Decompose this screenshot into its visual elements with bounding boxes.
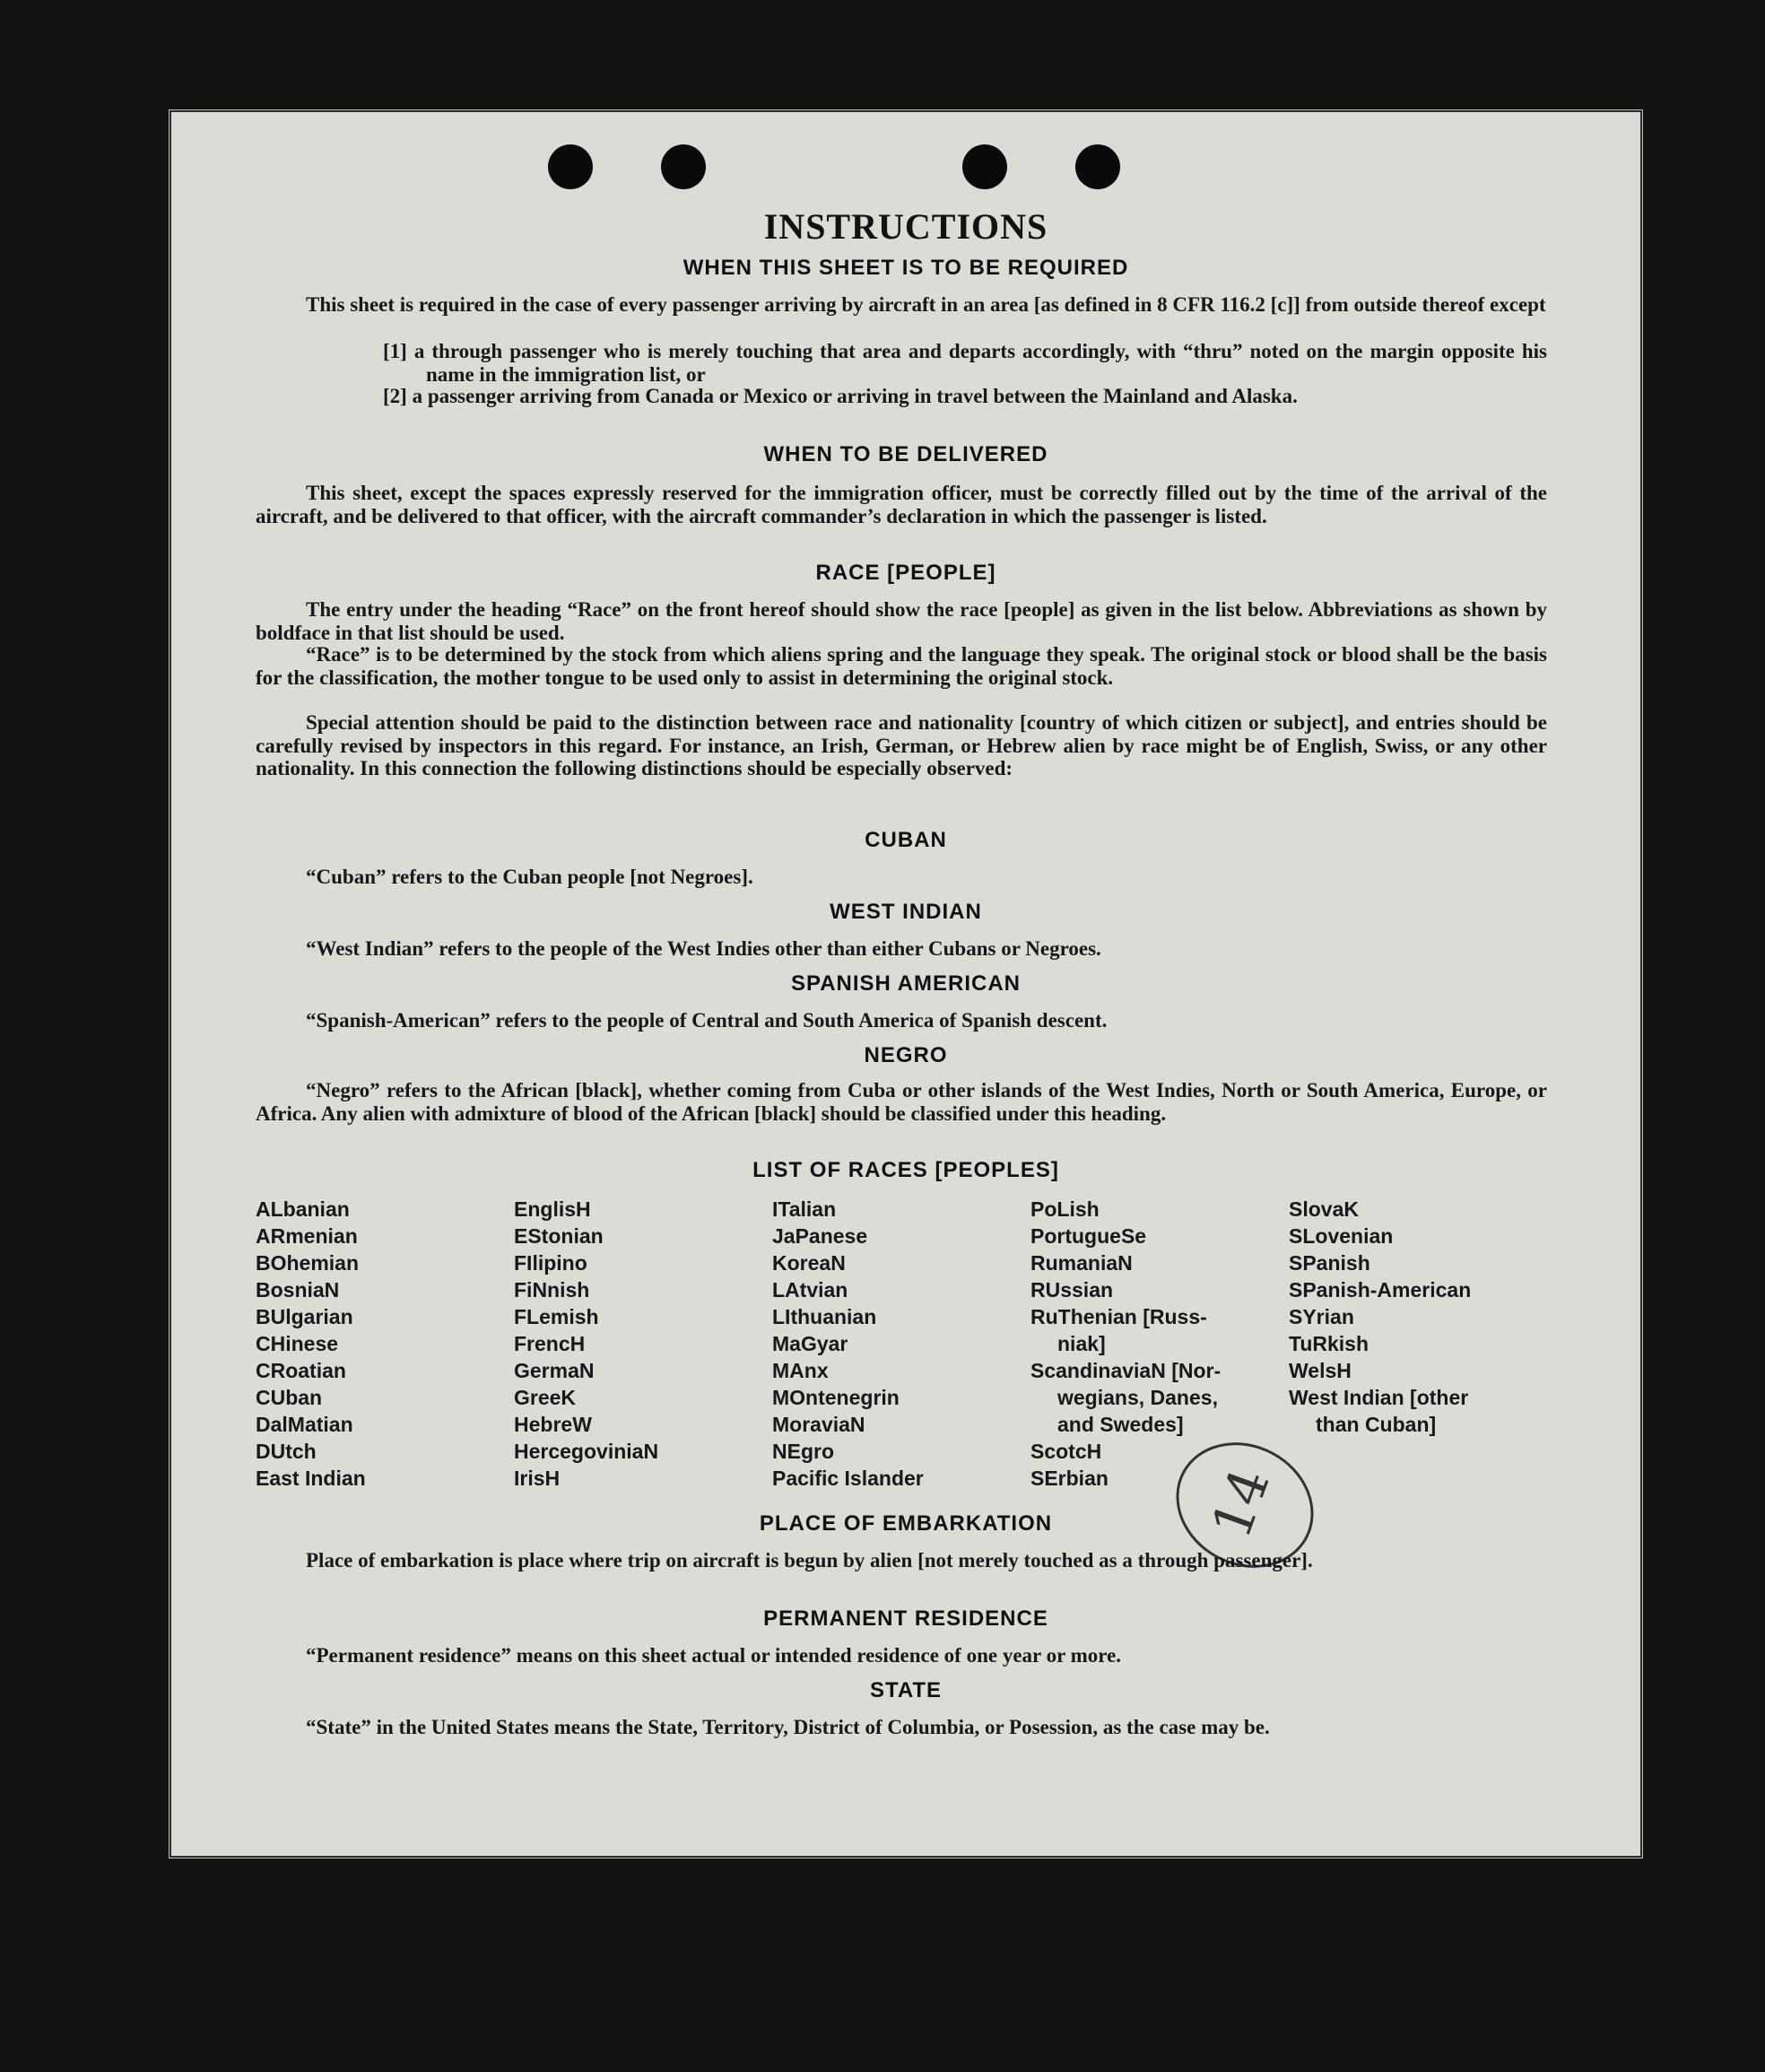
race-item: MOntenegrin bbox=[772, 1386, 900, 1409]
race-item: BosniaN bbox=[256, 1278, 340, 1302]
race-item: SPanish bbox=[1289, 1251, 1370, 1275]
west-indian-text: “West Indian” refers to the people of the West Indies other than either Cubans or Negroes. bbox=[306, 937, 1101, 960]
race-column-1 bbox=[256, 1196, 514, 1490]
race-item: ALbanian bbox=[256, 1197, 350, 1221]
handwritten-number: 14 bbox=[1200, 1460, 1282, 1546]
race-paragraph-3: Special attention should be paid to the distinction between race and nationality [country of which citizen or subject], and entries should be carefully revised by inspectors in this regard. For instance, an Irish, German, or Hebrew alien by race might be of English, Swiss, or any other nationality. In this connection the following distinctions should be especially observed: bbox=[256, 711, 1547, 779]
state-text: “State” in the United States means the State, Territory, District of Columbia, or Posession, as the case may be. bbox=[306, 1716, 1270, 1738]
race-item: NEgro bbox=[772, 1440, 834, 1463]
punch-hole bbox=[548, 144, 593, 189]
race-list bbox=[256, 1196, 1556, 1490]
race-item: Pacific Islander bbox=[772, 1467, 924, 1490]
race-item: SPanish-American bbox=[1289, 1278, 1472, 1302]
heading-when-required: WHEN THIS SHEET IS TO BE REQUIRED bbox=[683, 256, 1129, 280]
permanent-residence-text: “Permanent residence” means on this sheet actual or intended residence of one year or more. bbox=[306, 1644, 1122, 1667]
race-item-continuation: wegians, Danes, bbox=[1057, 1386, 1218, 1409]
heading-west-indian: WEST INDIAN bbox=[830, 900, 982, 924]
spanish-american-text: “Spanish-American” refers to the people of Central and South America of Spanish descent. bbox=[306, 1009, 1108, 1032]
race-paragraph-2: “Race” is to be determined by the stock from which aliens spring and the language they speak. The original stock or blood shall be the basis for the classification, the mother tongue to be used only to assist in determining the original stock. bbox=[256, 643, 1547, 689]
race-item: HebreW bbox=[514, 1413, 592, 1436]
race-item: LIthuanian bbox=[772, 1305, 877, 1328]
race-item: CUban bbox=[256, 1386, 323, 1409]
race-item: JaPanese bbox=[772, 1224, 868, 1248]
race-item: ScandinaviaN [Nor- bbox=[1030, 1359, 1222, 1382]
race-item-continuation: niak] bbox=[1057, 1332, 1106, 1355]
heading-list-of-races: LIST OF RACES [PEOPLES] bbox=[752, 1158, 1059, 1182]
race-item: CRoatian bbox=[256, 1359, 346, 1382]
race-column-3 bbox=[772, 1196, 1030, 1490]
heading-race: RACE [PEOPLE] bbox=[815, 561, 996, 585]
race-item: BUlgarian bbox=[256, 1305, 353, 1328]
race-item: East Indian bbox=[256, 1467, 366, 1490]
race-item: DUtch bbox=[256, 1440, 317, 1463]
race-item: LAtvian bbox=[772, 1278, 848, 1302]
race-item: EStonian bbox=[514, 1224, 604, 1248]
heading-when-delivered: WHEN TO BE DELIVERED bbox=[763, 442, 1048, 466]
when-delivered-text: This sheet, except the spaces expressly reserved for the immigration officer, must be correctly filled out by the time of the arrival of the aircraft, and be delivered to that officer, with the aircraft commander’s declaration in which the passenger is listed. bbox=[256, 482, 1547, 527]
race-item: GermaN bbox=[514, 1359, 595, 1382]
race-item: FIlipino bbox=[514, 1251, 587, 1275]
embarkation-text: Place of embarkation is place where trip on aircraft is begun by alien [not merely touched as a through passenger]. bbox=[306, 1549, 1313, 1571]
race-item: SYrian bbox=[1289, 1305, 1354, 1328]
race-item: SErbian bbox=[1030, 1467, 1109, 1490]
race-item: ScotcH bbox=[1030, 1440, 1102, 1463]
race-item-continuation: and Swedes] bbox=[1057, 1413, 1184, 1436]
race-column-4 bbox=[1030, 1196, 1289, 1490]
race-column-2 bbox=[514, 1196, 772, 1490]
race-item: RumaniaN bbox=[1030, 1251, 1133, 1275]
race-item: FiNnish bbox=[514, 1278, 590, 1302]
race-item: DalMatian bbox=[256, 1413, 353, 1436]
race-item: TuRkish bbox=[1289, 1332, 1369, 1355]
race-item: IrisH bbox=[514, 1467, 561, 1490]
heading-permanent-residence: PERMANENT RESIDENCE bbox=[763, 1606, 1048, 1631]
race-item: RuThenian [Russ- bbox=[1030, 1305, 1207, 1328]
race-item: EnglisH bbox=[514, 1197, 591, 1221]
race-item: MoraviaN bbox=[772, 1413, 865, 1436]
negro-text: “Negro” refers to the African [black], whether coming from Cuba or other islands of the West Indies, North or South America, Europe, or Africa. Any alien with admixture of blood of the African [black] should be classified under this heading. bbox=[256, 1079, 1547, 1125]
heading-state: STATE bbox=[869, 1678, 943, 1702]
race-paragraph-1: The entry under the heading “Race” on the front hereof should show the race [people] as given in the list below. Abbreviations as shown by boldface in that list should be used. bbox=[256, 598, 1547, 644]
race-item: FrencH bbox=[514, 1332, 586, 1355]
race-item: HercegoviniaN bbox=[514, 1440, 659, 1463]
race-item: SlovaK bbox=[1289, 1197, 1359, 1221]
race-item: PoLish bbox=[1030, 1197, 1100, 1221]
race-item-continuation: than Cuban] bbox=[1316, 1413, 1437, 1436]
race-item: FLemish bbox=[514, 1305, 599, 1328]
heading-spanish-american: SPANISH AMERICAN bbox=[790, 971, 1021, 996]
race-item: ITalian bbox=[772, 1197, 837, 1221]
when-required-item-1: [1] a through passenger who is merely touching that area and departs accordingly, with “thru” noted on the margin opposite his name in the immigration list, or bbox=[383, 340, 1547, 386]
when-required-intro: This sheet is required in the case of every passenger arriving by aircraft in an area [as defined in 8 CFR 116.2 [c]] from outside thereof except bbox=[306, 293, 1546, 316]
race-item: BOhemian bbox=[256, 1251, 360, 1275]
heading-negro: NEGRO bbox=[864, 1043, 948, 1067]
heading-embarkation: PLACE OF EMBARKATION bbox=[759, 1511, 1053, 1536]
punch-hole bbox=[962, 144, 1007, 189]
race-item: MAnx bbox=[772, 1359, 829, 1382]
when-required-item-2: [2] a passenger arriving from Canada or Mexico or arriving in travel between the Mainland and Alaska. bbox=[383, 385, 1298, 407]
race-item: KoreaN bbox=[772, 1251, 846, 1275]
race-item: CHinese bbox=[256, 1332, 339, 1355]
race-item: ARmenian bbox=[256, 1224, 358, 1248]
race-item: PortugueSe bbox=[1030, 1224, 1147, 1248]
cuban-text: “Cuban” refers to the Cuban people [not Negroes]. bbox=[306, 866, 753, 888]
page-title: INSTRUCTIONS bbox=[763, 206, 1048, 247]
heading-cuban: CUBAN bbox=[865, 828, 947, 852]
race-item: West Indian [other bbox=[1289, 1386, 1469, 1409]
punch-hole bbox=[661, 144, 706, 189]
race-item: SLovenian bbox=[1289, 1224, 1394, 1248]
document-page bbox=[169, 109, 1643, 1859]
punch-hole bbox=[1075, 144, 1120, 189]
race-item: GreeK bbox=[514, 1386, 577, 1409]
race-item: MaGyar bbox=[772, 1332, 848, 1355]
race-column-5 bbox=[1289, 1196, 1547, 1483]
race-item: WelsH bbox=[1289, 1359, 1352, 1382]
race-item: RUssian bbox=[1030, 1278, 1114, 1302]
